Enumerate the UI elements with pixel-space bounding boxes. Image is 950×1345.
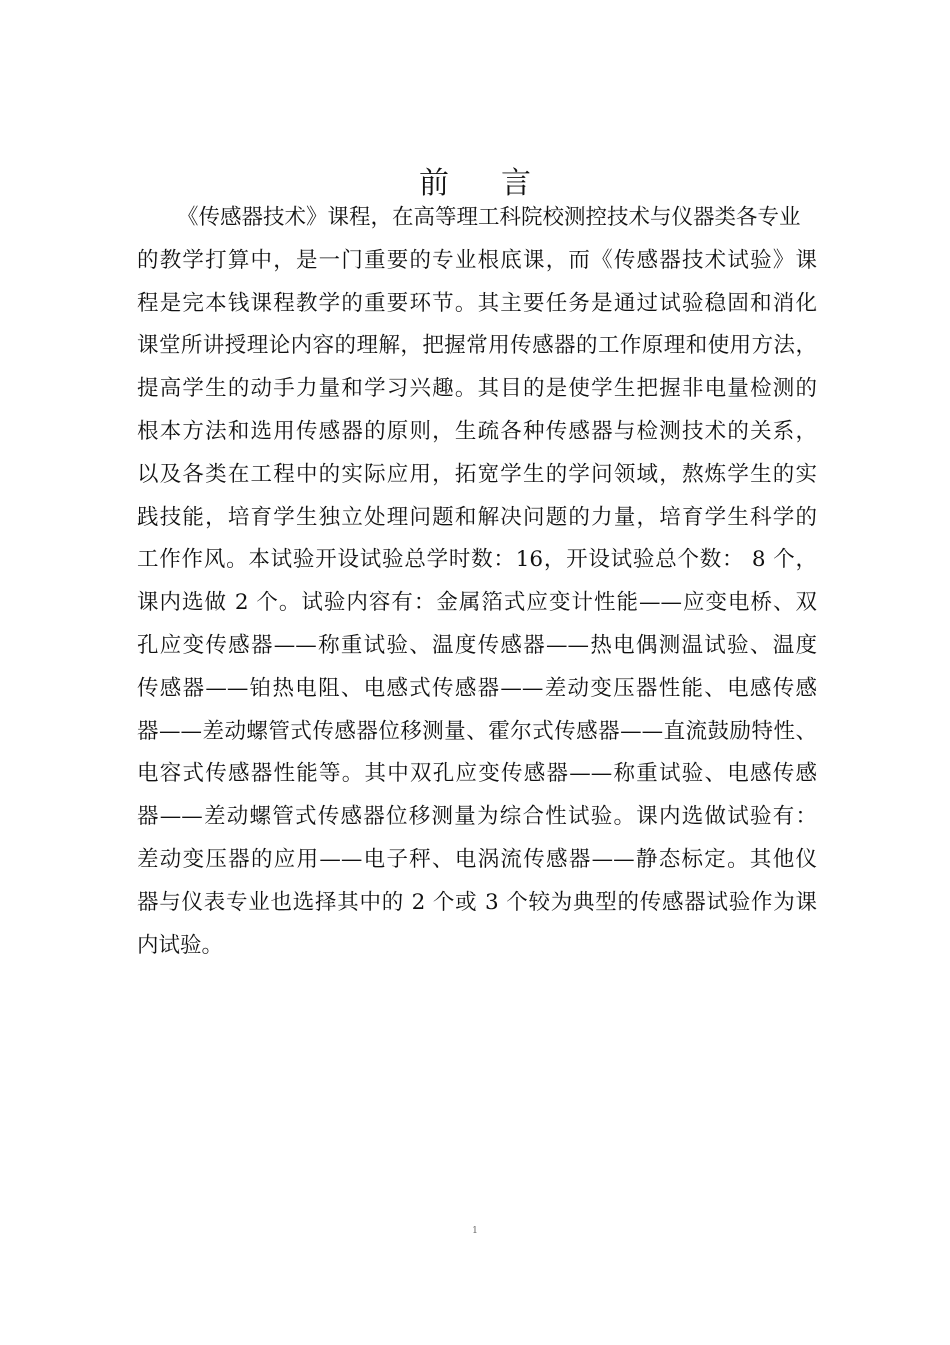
paragraph-line: 课内选做 2 个。试验内容有：金属箔式应变计性能——应变电桥、双 xyxy=(137,590,817,616)
paragraph-line: 的教学打算中，是一门重要的专业根底课，而《传感器技术试验》课 xyxy=(137,247,817,273)
paragraph-line: 电容式传感器性能等。其中双孔应变传感器——称重试验、电感传感 xyxy=(137,761,817,787)
paragraph-line: 课堂所讲授理论内容的理解，把握常用传感器的工作原理和使用方法， xyxy=(137,333,817,359)
title-char-1: 前 xyxy=(419,166,449,201)
paragraph-line: 践技能，培育学生独立处理问题和解决问题的力量，培育学生科学的 xyxy=(137,504,817,530)
paragraph-line: 器与仪表专业也选择其中的 2 个或 3 个较为典型的传感器试验作为课 xyxy=(137,889,817,915)
paragraph-line: 器——差动螺管式传感器位移测量、霍尔式传感器——直流鼓励特性、 xyxy=(137,718,817,744)
paragraph-line: 程是完本钱课程教学的重要环节。其主要任务是通过试验稳固和消化 xyxy=(137,290,817,316)
paragraph-line: 传感器——铂热电阻、电感式传感器——差动变压器性能、电感传感 xyxy=(137,675,817,701)
paragraph-line: 《传感器技术》课程，在高等理工科院校测控技术与仪器类各专业 xyxy=(177,205,801,230)
paragraph-line: 以及各类在工程中的实际应用，拓宽学生的学问领域，熬炼学生的实 xyxy=(137,461,817,487)
preface-paragraph xyxy=(137,197,817,967)
page-number: 1 xyxy=(472,1226,478,1236)
paragraph-line: 内试验。 xyxy=(137,932,224,958)
paragraph-line: 器——差动螺管式传感器位移测量为综合性试验。课内选做试验有： xyxy=(137,804,817,830)
paragraph-line: 根本方法和选用传感器的原则，生疏各种传感器与检测技术的关系， xyxy=(137,418,817,444)
paragraph-line: 工作作风。本试验开设试验总学时数：16，开设试验总个数： 8 个， xyxy=(137,547,817,573)
paragraph-line: 提高学生的动手力量和学习兴趣。其目的是使学生把握非电量检测的 xyxy=(137,376,817,402)
paragraph-line: 孔应变传感器——称重试验、温度传感器——热电偶测温试验、温度 xyxy=(137,632,817,658)
paragraph-line: 差动变压器的应用——电子秤、电涡流传感器——静态标定。其他仪 xyxy=(137,846,817,872)
title-char-2: 言 xyxy=(501,166,531,201)
